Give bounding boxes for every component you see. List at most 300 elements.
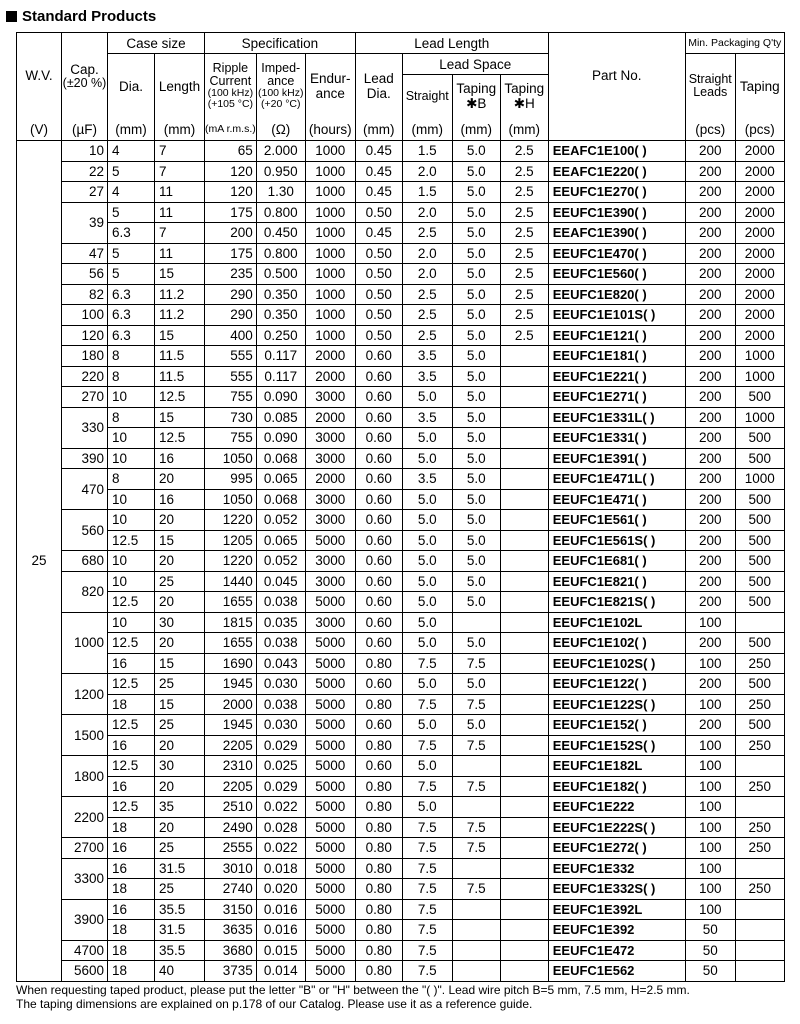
capacitance-cell: 2700: [62, 838, 108, 859]
lead-dia-cell: 0.60: [355, 571, 402, 592]
endurance-cell: 5000: [305, 858, 355, 879]
lead-dia-cell: 0.80: [355, 817, 402, 838]
capacitance-cell: 22: [62, 161, 108, 182]
ripple-cell: 2490: [205, 817, 257, 838]
straight-cell: 7.5: [402, 879, 452, 900]
straight-qty-cell: 200: [685, 592, 735, 613]
taping-qty-cell: [735, 797, 784, 818]
length-cell: 7: [155, 223, 205, 244]
ripple-cell: 175: [205, 202, 257, 223]
endurance-cell: 1000: [305, 284, 355, 305]
dia-cell: 18: [108, 920, 155, 941]
taping-h-cell: [500, 899, 548, 920]
taping-qty-cell: [735, 858, 784, 879]
endurance-cell: 5000: [305, 879, 355, 900]
lead-dia-cell: 0.60: [355, 366, 402, 387]
lead-dia-cell: 0.60: [355, 489, 402, 510]
taping-b-cell: 5.0: [452, 592, 500, 613]
straight-cell: 5.0: [402, 551, 452, 572]
part-no-cell: EEUFC1E181( ): [548, 346, 685, 367]
part-no-cell: EEUFC1E821( ): [548, 571, 685, 592]
taping-b-cell: 5.0: [452, 182, 500, 203]
table-row: [17, 223, 785, 244]
taping-b-cell: 7.5: [452, 817, 500, 838]
dia-cell: 12.5: [108, 674, 155, 695]
capacitance-cell: 120: [62, 325, 108, 346]
length-cell: 15: [155, 325, 205, 346]
impedance-cell: 0.016: [256, 920, 305, 941]
ripple-cell: 65: [205, 141, 257, 162]
ripple-cell: 1205: [205, 530, 257, 551]
header-lead-space: Lead Space: [402, 54, 548, 75]
voltage-cell: 25: [17, 141, 62, 982]
taping-h-cell: [500, 674, 548, 695]
taping-qty-cell: 2000: [735, 161, 784, 182]
lead-dia-cell: 0.50: [355, 284, 402, 305]
ripple-cell: 1220: [205, 510, 257, 531]
taping-b-cell: 7.5: [452, 838, 500, 859]
lead-dia-cell: 0.50: [355, 202, 402, 223]
taping-h-cell: [500, 510, 548, 531]
impedance-cell: 0.043: [256, 653, 305, 674]
length-cell: 35.5: [155, 899, 205, 920]
lead-dia-cell: 0.60: [355, 674, 402, 695]
length-cell: 25: [155, 838, 205, 859]
endurance-cell: 3000: [305, 612, 355, 633]
taping-b-cell: 5.0: [452, 469, 500, 490]
part-no-cell: EEUFC1E391( ): [548, 448, 685, 469]
capacitance-cell: 10: [62, 141, 108, 162]
straight-qty-cell: 100: [685, 838, 735, 859]
ripple-cell: 1050: [205, 448, 257, 469]
straight-cell: 2.0: [402, 264, 452, 285]
capacitance-cell: 27: [62, 182, 108, 203]
part-no-cell: EEUFC1E561( ): [548, 510, 685, 531]
taping-b-cell: [452, 920, 500, 941]
table-row: [17, 653, 785, 674]
taping-b-cell: 5.0: [452, 571, 500, 592]
straight-qty-cell: 200: [685, 305, 735, 326]
ripple-cell: 2310: [205, 756, 257, 777]
taping-qty-cell: 2000: [735, 223, 784, 244]
endurance-cell: 5000: [305, 920, 355, 941]
ripple-cell: 400: [205, 325, 257, 346]
capacitance-cell: 1200: [62, 674, 108, 715]
table-row: [17, 346, 785, 367]
endurance-cell: 5000: [305, 961, 355, 982]
dia-cell: 6.3: [108, 305, 155, 326]
table-row: [17, 879, 785, 900]
taping-h-cell: [500, 407, 548, 428]
taping-b-cell: 5.0: [452, 346, 500, 367]
taping-h-cell: [500, 961, 548, 982]
capacitance-cell: 82: [62, 284, 108, 305]
length-cell: 11.2: [155, 305, 205, 326]
capacitance-cell: 3900: [62, 899, 108, 940]
dia-cell: 4: [108, 182, 155, 203]
length-cell: 11: [155, 243, 205, 264]
table-row: [17, 530, 785, 551]
header-length: Length: [155, 54, 205, 119]
straight-cell: 5.0: [402, 510, 452, 531]
table-row: [17, 715, 785, 736]
taping-h-cell: [500, 797, 548, 818]
straight-cell: 1.5: [402, 182, 452, 203]
length-cell: 31.5: [155, 920, 205, 941]
straight-cell: 3.5: [402, 407, 452, 428]
straight-cell: 5.0: [402, 530, 452, 551]
unit-straight: (mm): [402, 119, 452, 141]
taping-h-cell: [500, 612, 548, 633]
table-row: [17, 612, 785, 633]
dia-cell: 12.5: [108, 530, 155, 551]
straight-cell: 2.5: [402, 325, 452, 346]
taping-qty-cell: 500: [735, 551, 784, 572]
straight-qty-cell: 100: [685, 858, 735, 879]
lead-dia-cell: 0.60: [355, 633, 402, 654]
straight-qty-cell: 200: [685, 182, 735, 203]
taping-qty-cell: 500: [735, 448, 784, 469]
taping-h-cell: [500, 715, 548, 736]
taping-b-cell: 5.0: [452, 284, 500, 305]
lead-dia-cell: 0.45: [355, 161, 402, 182]
part-no-cell: EEAFC1E390( ): [548, 223, 685, 244]
impedance-cell: 0.035: [256, 612, 305, 633]
lead-dia-cell: 0.60: [355, 756, 402, 777]
part-no-cell: EEUFC1E102L: [548, 612, 685, 633]
impedance-cell: 0.350: [256, 284, 305, 305]
lead-dia-cell: 0.45: [355, 223, 402, 244]
unit-ripple: (mA r.m.s.): [205, 119, 257, 141]
lead-dia-cell: 0.80: [355, 961, 402, 982]
capacitance-cell: 680: [62, 551, 108, 572]
length-cell: 16: [155, 448, 205, 469]
dia-cell: 12.5: [108, 797, 155, 818]
taping-b-cell: 7.5: [452, 776, 500, 797]
part-no-cell: EEUFC1E270( ): [548, 182, 685, 203]
endurance-cell: 1000: [305, 325, 355, 346]
lead-dia-cell: 0.60: [355, 592, 402, 613]
capacitance-cell: 56: [62, 264, 108, 285]
part-no-cell: EEUFC1E221( ): [548, 366, 685, 387]
endurance-cell: 5000: [305, 592, 355, 613]
taping-qty-cell: [735, 756, 784, 777]
endurance-cell: 5000: [305, 694, 355, 715]
dia-cell: 10: [108, 387, 155, 408]
length-cell: 20: [155, 510, 205, 531]
black-square-icon: [6, 11, 17, 22]
straight-cell: 7.5: [402, 735, 452, 756]
header-ripple: Ripple Current (100 kHz) (+105 °C): [205, 54, 257, 119]
endurance-cell: 5000: [305, 756, 355, 777]
impedance-cell: 0.090: [256, 428, 305, 449]
taping-b-cell: 5.0: [452, 141, 500, 162]
endurance-cell: 3000: [305, 510, 355, 531]
straight-cell: 2.0: [402, 202, 452, 223]
length-cell: 25: [155, 879, 205, 900]
taping-b-cell: 5.0: [452, 243, 500, 264]
header-specification: Specification: [205, 33, 356, 54]
dia-cell: 16: [108, 776, 155, 797]
taping-b-cell: 5.0: [452, 366, 500, 387]
table-row: [17, 735, 785, 756]
taping-qty-cell: [735, 899, 784, 920]
table-row: [17, 961, 785, 982]
taping-b-cell: 5.0: [452, 551, 500, 572]
part-no-cell: EEUFC1E332S( ): [548, 879, 685, 900]
straight-qty-cell: 200: [685, 387, 735, 408]
straight-cell: 7.5: [402, 858, 452, 879]
dia-cell: 12.5: [108, 592, 155, 613]
dia-cell: 10: [108, 571, 155, 592]
ripple-cell: 2000: [205, 694, 257, 715]
table-row: [17, 182, 785, 203]
impedance-cell: 0.016: [256, 899, 305, 920]
endurance-cell: 3000: [305, 387, 355, 408]
straight-qty-cell: 200: [685, 346, 735, 367]
ripple-cell: 1945: [205, 715, 257, 736]
taping-h-cell: 2.5: [500, 264, 548, 285]
part-no-cell: EEUFC1E121( ): [548, 325, 685, 346]
part-no-cell: EEUFC1E560( ): [548, 264, 685, 285]
taping-qty-cell: 250: [735, 879, 784, 900]
dia-cell: 8: [108, 407, 155, 428]
dia-cell: 6.3: [108, 325, 155, 346]
taping-qty-cell: 2000: [735, 141, 784, 162]
length-cell: 11: [155, 202, 205, 223]
part-no-cell: EEUFC1E182L: [548, 756, 685, 777]
length-cell: 35: [155, 797, 205, 818]
straight-qty-cell: 200: [685, 161, 735, 182]
impedance-cell: 0.052: [256, 510, 305, 531]
taping-h-cell: [500, 879, 548, 900]
length-cell: 20: [155, 469, 205, 490]
lead-dia-cell: 0.80: [355, 776, 402, 797]
endurance-cell: 5000: [305, 633, 355, 654]
capacitance-cell: 270: [62, 387, 108, 408]
taping-qty-cell: 1000: [735, 346, 784, 367]
impedance-cell: 0.117: [256, 366, 305, 387]
footnote-line-2: The taping dimensions are explained on p.178 of our Catalog. Please use it as a reference guide.: [16, 997, 533, 1011]
section-title-text: Standard Products: [22, 7, 157, 25]
taping-qty-cell: 2000: [735, 264, 784, 285]
endurance-cell: 3000: [305, 428, 355, 449]
taping-h-cell: [500, 838, 548, 859]
taping-h-cell: 2.5: [500, 284, 548, 305]
lead-dia-cell: 0.60: [355, 551, 402, 572]
endurance-cell: 1000: [305, 161, 355, 182]
unit-endur: (hours): [305, 119, 355, 141]
dia-cell: 10: [108, 428, 155, 449]
lead-dia-cell: 0.45: [355, 182, 402, 203]
straight-qty-cell: 200: [685, 674, 735, 695]
part-no-cell: EEUFC1E470( ): [548, 243, 685, 264]
length-cell: 16: [155, 489, 205, 510]
taping-qty-cell: 2000: [735, 325, 784, 346]
dia-cell: 5: [108, 264, 155, 285]
table-row: [17, 899, 785, 920]
straight-qty-cell: 100: [685, 756, 735, 777]
length-cell: 15: [155, 407, 205, 428]
taping-b-cell: 5.0: [452, 305, 500, 326]
straight-cell: 7.5: [402, 961, 452, 982]
ripple-cell: 2205: [205, 735, 257, 756]
ripple-cell: 200: [205, 223, 257, 244]
part-no-cell: EEUFC1E472: [548, 940, 685, 961]
taping-b-cell: 5.0: [452, 715, 500, 736]
lead-dia-cell: 0.80: [355, 899, 402, 920]
ripple-cell: 120: [205, 182, 257, 203]
endurance-cell: 5000: [305, 674, 355, 695]
capacitance-cell: 100: [62, 305, 108, 326]
straight-qty-cell: 100: [685, 797, 735, 818]
dia-cell: 5: [108, 243, 155, 264]
table-row: [17, 448, 785, 469]
lead-dia-cell: 0.80: [355, 797, 402, 818]
endurance-cell: 1000: [305, 182, 355, 203]
taping-qty-cell: 250: [735, 776, 784, 797]
capacitance-cell: 560: [62, 510, 108, 551]
capacitance-cell: 3300: [62, 858, 108, 899]
ripple-cell: 290: [205, 305, 257, 326]
taping-qty-cell: 2000: [735, 284, 784, 305]
straight-qty-cell: 100: [685, 653, 735, 674]
endurance-cell: 2000: [305, 469, 355, 490]
straight-qty-cell: 200: [685, 202, 735, 223]
straight-qty-cell: 200: [685, 223, 735, 244]
taping-h-cell: [500, 530, 548, 551]
straight-cell: 2.5: [402, 284, 452, 305]
taping-b-cell: 5.0: [452, 633, 500, 654]
header-straight-leads: Straight Leads: [685, 54, 735, 119]
capacitance-cell: 180: [62, 346, 108, 367]
taping-b-cell: [452, 797, 500, 818]
table-row: [17, 592, 785, 613]
straight-cell: 5.0: [402, 428, 452, 449]
length-cell: 35.5: [155, 940, 205, 961]
table-row: [17, 797, 785, 818]
endurance-cell: 5000: [305, 817, 355, 838]
part-no-cell: EEUFC1E122S( ): [548, 694, 685, 715]
taping-b-cell: 7.5: [452, 653, 500, 674]
lead-dia-cell: 0.80: [355, 735, 402, 756]
table-row: [17, 305, 785, 326]
impedance-cell: 0.068: [256, 489, 305, 510]
ripple-cell: 290: [205, 284, 257, 305]
impedance-cell: 0.014: [256, 961, 305, 982]
taping-b-cell: 5.0: [452, 510, 500, 531]
taping-b-cell: 7.5: [452, 879, 500, 900]
capacitance-cell: 1500: [62, 715, 108, 756]
taping-qty-cell: 2000: [735, 182, 784, 203]
taping-h-cell: 2.5: [500, 161, 548, 182]
straight-qty-cell: 200: [685, 325, 735, 346]
capacitance-cell: 220: [62, 366, 108, 387]
straight-qty-cell: 200: [685, 530, 735, 551]
table-row: [17, 325, 785, 346]
straight-cell: 2.0: [402, 161, 452, 182]
endurance-cell: 2000: [305, 407, 355, 428]
ripple-cell: 3635: [205, 920, 257, 941]
unit-pcs-straight: (pcs): [685, 119, 735, 141]
header-impedance: Imped- ance (100 kHz) (+20 °C): [256, 54, 305, 119]
length-cell: 25: [155, 674, 205, 695]
table-row: [17, 243, 785, 264]
taping-b-cell: 5.0: [452, 428, 500, 449]
endurance-cell: 1000: [305, 243, 355, 264]
impedance-cell: 0.022: [256, 797, 305, 818]
part-no-cell: EEUFC1E681( ): [548, 551, 685, 572]
lead-dia-cell: 0.60: [355, 612, 402, 633]
lead-dia-cell: 0.60: [355, 428, 402, 449]
lead-dia-cell: 0.60: [355, 387, 402, 408]
dia-cell: 10: [108, 510, 155, 531]
dia-cell: 18: [108, 694, 155, 715]
lead-dia-cell: 0.60: [355, 530, 402, 551]
dia-cell: 18: [108, 817, 155, 838]
taping-h-cell: [500, 428, 548, 449]
ripple-cell: 2510: [205, 797, 257, 818]
endurance-cell: 5000: [305, 797, 355, 818]
lead-dia-cell: 0.50: [355, 243, 402, 264]
dia-cell: 10: [108, 551, 155, 572]
taping-qty-cell: [735, 920, 784, 941]
table-row: [17, 161, 785, 182]
part-no-cell: EEUFC1E182( ): [548, 776, 685, 797]
table-row: [17, 284, 785, 305]
taping-h-cell: [500, 776, 548, 797]
capacitance-cell: 47: [62, 243, 108, 264]
length-cell: 20: [155, 592, 205, 613]
capacitance-cell: 390: [62, 448, 108, 469]
unit-pcs-taping: (pcs): [735, 119, 784, 141]
endurance-cell: 5000: [305, 899, 355, 920]
ripple-cell: 1050: [205, 489, 257, 510]
length-cell: 25: [155, 715, 205, 736]
ripple-cell: 120: [205, 161, 257, 182]
impedance-cell: 2.000: [256, 141, 305, 162]
header-wv: W.V.: [17, 33, 62, 119]
taping-qty-cell: 500: [735, 571, 784, 592]
lead-dia-cell: 0.80: [355, 858, 402, 879]
lead-dia-cell: 0.60: [355, 715, 402, 736]
straight-qty-cell: 200: [685, 715, 735, 736]
table-row: [17, 469, 785, 490]
impedance-cell: 0.029: [256, 776, 305, 797]
taping-qty-cell: 250: [735, 694, 784, 715]
impedance-cell: 1.30: [256, 182, 305, 203]
ripple-cell: 235: [205, 264, 257, 285]
straight-qty-cell: 200: [685, 428, 735, 449]
part-no-cell: EEUFC1E222S( ): [548, 817, 685, 838]
table-body: [17, 141, 785, 982]
taping-b-cell: 5.0: [452, 161, 500, 182]
taping-qty-cell: 500: [735, 592, 784, 613]
dia-cell: 10: [108, 448, 155, 469]
taping-qty-cell: 500: [735, 428, 784, 449]
lead-dia-cell: 0.80: [355, 940, 402, 961]
lead-dia-cell: 0.50: [355, 264, 402, 285]
part-no-cell: EEUFC1E331( ): [548, 428, 685, 449]
length-cell: 11.2: [155, 284, 205, 305]
dia-cell: 12.5: [108, 633, 155, 654]
length-cell: 12.5: [155, 428, 205, 449]
taping-b-cell: [452, 899, 500, 920]
impedance-cell: 0.085: [256, 407, 305, 428]
footnote: [16, 983, 796, 1011]
straight-qty-cell: 200: [685, 510, 735, 531]
endurance-cell: 3000: [305, 489, 355, 510]
